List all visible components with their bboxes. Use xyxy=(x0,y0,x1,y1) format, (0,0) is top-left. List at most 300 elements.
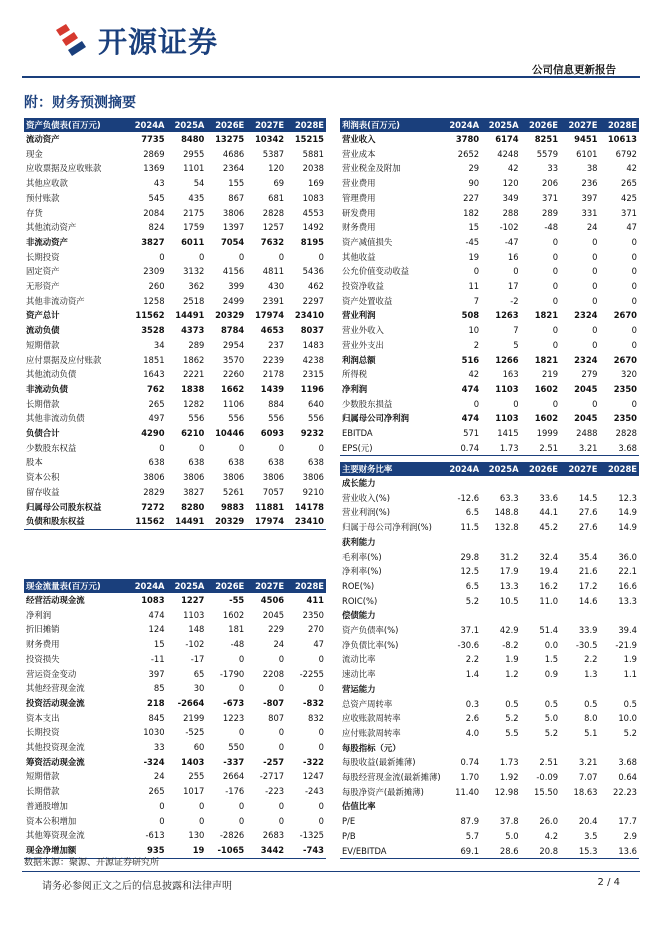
cell-value: 24 xyxy=(273,639,285,650)
cell-value xyxy=(481,535,520,550)
cell-value: 7.07 xyxy=(578,772,598,783)
row-label: 流动负债 xyxy=(26,325,60,336)
cell-value: 935 xyxy=(127,843,167,858)
cell-value: 14.5 xyxy=(578,492,598,503)
column-header: 2028E xyxy=(286,579,326,593)
cell-value: 0 xyxy=(592,266,598,277)
table-row xyxy=(340,799,639,814)
cell-value: 0 xyxy=(592,339,598,350)
cell-value: 331 xyxy=(581,207,598,218)
row-label: 所得税 xyxy=(342,369,368,380)
table-row xyxy=(340,711,639,726)
column-header: 2024A xyxy=(442,462,481,476)
cell-value: -243 xyxy=(304,786,324,797)
cell-value: 124 xyxy=(148,624,165,635)
cell-value: 2664 xyxy=(222,771,245,782)
cell-value: 2199 xyxy=(183,712,205,723)
row-label: 长期借款 xyxy=(26,398,60,409)
cell-value: 23410 xyxy=(294,310,324,321)
cell-value: 0 xyxy=(592,251,598,262)
logo-mark-icon xyxy=(52,20,92,60)
cell-value: 1602 xyxy=(222,609,245,620)
table-row xyxy=(340,491,639,506)
cell-value: 1397 xyxy=(222,222,245,233)
cell-value: 9451 xyxy=(574,134,598,144)
table-row xyxy=(24,755,326,770)
row-label: 其他流动资产 xyxy=(26,222,77,233)
cell-value: 2178 xyxy=(262,369,285,380)
cell-value: 430 xyxy=(268,281,285,292)
cell-value: 2045 xyxy=(574,383,598,394)
cell-value: 638 xyxy=(308,457,324,468)
cell-value: 0 xyxy=(592,398,598,409)
column-header: 2024A xyxy=(442,118,481,132)
row-label: EPS(元) xyxy=(340,441,442,456)
cell-value: -48 xyxy=(230,639,245,650)
cell-value: 3806 xyxy=(222,472,245,483)
cell-value: 288 xyxy=(502,207,519,218)
cell-value: -0.09 xyxy=(536,772,559,783)
table-row xyxy=(340,308,639,323)
row-label: 少数股东损益 xyxy=(342,398,393,409)
cell-value: 22.23 xyxy=(613,786,637,797)
cell-value: -30.5 xyxy=(575,639,598,650)
cell-value xyxy=(560,799,599,814)
cell-value: 1196 xyxy=(300,383,324,394)
cell-value: 0.3 xyxy=(465,698,480,709)
table-row xyxy=(340,441,639,456)
row-label: 投资净收益 xyxy=(342,281,384,292)
cell-value: 42 xyxy=(507,163,519,174)
cell-value xyxy=(442,682,481,697)
cell-value: 1602 xyxy=(534,413,559,424)
cell-value: 20329 xyxy=(215,310,245,321)
cell-value: 0 xyxy=(159,800,165,811)
row-label: 普通股增加 xyxy=(26,800,68,811)
cell-value: 1282 xyxy=(183,398,205,409)
cell-value: 2670 xyxy=(613,310,637,321)
cell-value: 1266 xyxy=(495,354,519,365)
cell-value: -807 xyxy=(263,697,285,708)
row-label: 营业外收入 xyxy=(342,325,384,336)
cell-value: 1258 xyxy=(143,295,165,306)
row-label: 每股净资产(最新摊薄) xyxy=(342,786,424,797)
cell-value: 1643 xyxy=(143,369,165,380)
cell-value xyxy=(560,682,599,697)
cell-value: 14491 xyxy=(175,310,205,321)
cell-value: 2488 xyxy=(576,428,598,439)
cell-value: 21.6 xyxy=(578,566,598,577)
row-label: 筹资活动现金流 xyxy=(26,756,85,767)
cell-value: 3806 xyxy=(143,472,165,483)
cell-value xyxy=(560,535,599,550)
cell-value: 17974 xyxy=(246,514,286,529)
cell-value: 169 xyxy=(308,178,324,189)
row-label: 短期借款 xyxy=(26,771,60,782)
table-row xyxy=(340,844,639,859)
row-label: 折旧摊销 xyxy=(26,624,60,635)
cell-value: -47 xyxy=(504,236,519,247)
cell-value: 3.68 xyxy=(599,441,639,456)
table-row xyxy=(340,829,639,844)
table-header-row xyxy=(340,462,639,476)
cell-value: -257 xyxy=(263,756,285,767)
cell-value: 2239 xyxy=(262,354,285,365)
cell-value: 0 xyxy=(552,281,559,292)
table-row xyxy=(340,250,639,265)
cell-value: 236 xyxy=(581,178,598,189)
row-label: 其他经营现金流 xyxy=(26,683,85,694)
cell-value: 1223 xyxy=(222,712,245,723)
cell-value: 5.2 xyxy=(623,727,637,738)
column-header: 2028E xyxy=(599,462,639,476)
cell-value: 1103 xyxy=(495,383,519,394)
cell-value: 638 xyxy=(228,457,245,468)
table-row xyxy=(340,608,639,623)
row-label: 净利润 xyxy=(26,609,52,620)
table-row xyxy=(24,147,326,162)
cell-value: 7 xyxy=(473,295,480,306)
cell-value: 1.4 xyxy=(465,669,480,680)
cell-value: 43 xyxy=(153,178,165,189)
row-label: 其他投资现金流 xyxy=(26,742,85,753)
column-header: 2028E xyxy=(286,118,326,132)
row-label: 现金净增加额 xyxy=(24,843,127,858)
cell-value: 3.5 xyxy=(584,830,598,841)
cell-value: 681 xyxy=(268,192,285,203)
cell-value: 5.1 xyxy=(584,727,598,738)
cell-value: 2.2 xyxy=(584,654,598,665)
cell-value xyxy=(521,476,560,491)
cell-value: 5436 xyxy=(302,266,324,277)
cell-value: 0.0 xyxy=(544,639,559,650)
cell-value: 0 xyxy=(318,683,324,694)
cell-value: 0 xyxy=(592,295,598,306)
row-label: 营业费用 xyxy=(342,178,376,189)
cell-value: 0 xyxy=(238,815,245,826)
cell-value: 27.6 xyxy=(578,507,598,518)
cell-value: 12.3 xyxy=(618,492,637,503)
cell-value: 6101 xyxy=(576,148,598,159)
cell-value: 0 xyxy=(278,815,285,826)
cell-value: 0 xyxy=(592,281,598,292)
cell-value: 0 xyxy=(278,727,285,738)
cell-value: 6.5 xyxy=(465,580,480,591)
cell-value: 638 xyxy=(268,457,285,468)
table-row xyxy=(24,132,326,147)
cell-value: 4238 xyxy=(302,354,324,365)
table-row xyxy=(24,191,326,206)
cell-value: 1862 xyxy=(183,354,205,365)
cell-value: 30 xyxy=(193,683,205,694)
cell-value: 0 xyxy=(278,800,285,811)
cell-value: 26.0 xyxy=(539,816,559,827)
cell-value: 1369 xyxy=(143,163,165,174)
column-header: 2026E xyxy=(521,462,560,476)
row-label: 净利率(%) xyxy=(342,566,382,577)
table-row xyxy=(24,711,326,726)
cell-value xyxy=(599,741,639,756)
table-row xyxy=(340,594,639,609)
cell-value: 42 xyxy=(468,369,480,380)
column-header: 2025A xyxy=(481,118,520,132)
cell-value: 69 xyxy=(273,178,285,189)
cell-value: 349 xyxy=(502,192,519,203)
cell-value: -525 xyxy=(185,727,205,738)
row-label: 经营活动现金流 xyxy=(26,595,85,605)
cell-value: 15.3 xyxy=(560,844,599,859)
cell-value: 4.0 xyxy=(465,727,480,738)
cell-value: 44.1 xyxy=(539,507,559,518)
table-row xyxy=(24,637,326,652)
cell-value: 1083 xyxy=(302,192,324,203)
cell-value xyxy=(599,535,639,550)
cell-value: 163 xyxy=(502,369,519,380)
cell-value: 5.0 xyxy=(544,713,559,724)
row-label: ROE(%) xyxy=(342,580,375,591)
cell-value xyxy=(599,608,639,623)
row-label: 研发费用 xyxy=(342,207,376,218)
table-row xyxy=(340,726,639,741)
table-row xyxy=(24,485,326,500)
cell-value: 8480 xyxy=(181,134,205,144)
cell-value: 2315 xyxy=(302,369,324,380)
table-row xyxy=(24,161,326,176)
cell-value: 1263 xyxy=(495,310,519,321)
row-label: 长期借款 xyxy=(26,786,60,797)
cell-value: 1.73 xyxy=(499,757,519,768)
table-row xyxy=(340,397,639,412)
row-label: 负债和股东权益 xyxy=(24,514,127,529)
cell-value xyxy=(442,799,481,814)
row-label: 营业收入(%) xyxy=(342,492,390,503)
cell-value xyxy=(560,476,599,491)
table-row xyxy=(24,622,326,637)
cell-value: 11.5 xyxy=(460,522,480,533)
cell-value: 0.74 xyxy=(460,757,480,768)
cell-value: 4811 xyxy=(262,266,285,277)
table-row xyxy=(340,476,639,491)
table-row xyxy=(24,784,326,799)
cell-value: 12.98 xyxy=(494,786,519,797)
row-label: 每股指标（元） xyxy=(342,742,401,753)
table-row xyxy=(24,652,326,667)
cell-value: 4506 xyxy=(260,595,285,605)
cell-value: 0.5 xyxy=(623,698,637,709)
cell-value: 3.68 xyxy=(618,757,637,768)
cell-value: 2391 xyxy=(262,295,285,306)
row-label: 毛利率(%) xyxy=(342,551,382,562)
row-label: 偿债能力 xyxy=(342,610,376,621)
cell-value: 2652 xyxy=(457,148,480,159)
table-row xyxy=(24,294,326,309)
cell-value: 474 xyxy=(461,413,480,424)
disclaimer: 请务必参阅正文之后的信息披露和法律声明 xyxy=(42,881,232,892)
cell-value: -102 xyxy=(185,639,205,650)
cell-value xyxy=(481,682,520,697)
cell-value: 255 xyxy=(188,771,205,782)
cell-value: 6210 xyxy=(181,428,205,439)
cell-value: -102 xyxy=(499,222,519,233)
row-label: 净负债比率(%) xyxy=(342,639,399,650)
cell-value: 474 xyxy=(461,383,480,394)
cell-value: 474 xyxy=(148,609,165,620)
table-row xyxy=(340,264,639,279)
cell-value: 31.2 xyxy=(499,551,519,562)
cell-value: 265 xyxy=(148,786,165,797)
cell-value: 10342 xyxy=(254,134,285,144)
row-label: 归属母公司净利润 xyxy=(342,413,409,424)
cell-value: 5.2 xyxy=(465,595,480,606)
table-row xyxy=(340,176,639,191)
cell-value: 219 xyxy=(542,369,559,380)
table-row xyxy=(24,411,326,426)
cell-value: 2 xyxy=(473,339,480,350)
cell-value: 0 xyxy=(199,815,205,826)
cell-value: 37.8 xyxy=(499,816,519,827)
cell-value: 0 xyxy=(552,398,559,409)
cell-value: 545 xyxy=(148,192,165,203)
cell-value: 33.9 xyxy=(578,625,598,636)
table-row xyxy=(24,308,326,323)
cell-value: 4290 xyxy=(141,428,165,439)
table-row xyxy=(340,638,639,653)
row-label: 财务费用 xyxy=(26,639,60,650)
cell-value: 5.2 xyxy=(544,727,559,738)
row-label: 现金 xyxy=(26,148,43,159)
table-row xyxy=(24,220,326,235)
row-label: 营运能力 xyxy=(342,683,376,694)
cell-value xyxy=(442,535,481,550)
cell-value: -2826 xyxy=(219,830,245,841)
column-header: 2025A xyxy=(167,579,207,593)
cell-value: 3570 xyxy=(222,354,245,365)
row-label: 资产总计 xyxy=(26,310,60,321)
cell-value: 5.2 xyxy=(505,713,519,724)
cell-value: 0 xyxy=(278,683,285,694)
cell-value: 362 xyxy=(188,281,205,292)
cell-value: 51.4 xyxy=(539,625,559,636)
cell-value: 218 xyxy=(147,697,165,708)
cell-value: 2.6 xyxy=(465,713,480,724)
cell-value: 0 xyxy=(513,398,519,409)
cell-value: 0.5 xyxy=(505,698,519,709)
cell-value xyxy=(599,799,639,814)
cell-value: 4373 xyxy=(181,325,205,336)
cell-value: 0 xyxy=(592,236,598,247)
cell-value: 11.0 xyxy=(539,595,559,606)
cell-value: 0 xyxy=(159,251,165,262)
cell-value: 845 xyxy=(148,712,165,723)
cell-value: 1.73 xyxy=(481,441,520,456)
cell-value: 14178 xyxy=(294,501,324,512)
table-row xyxy=(340,206,639,221)
cell-value: 1838 xyxy=(181,383,205,394)
cell-value: 39.4 xyxy=(618,625,637,636)
cell-value: 0 xyxy=(631,281,637,292)
cell-value: 8784 xyxy=(220,325,245,336)
cell-value: 20.4 xyxy=(578,816,598,827)
table-row xyxy=(340,564,639,579)
table-row xyxy=(24,799,326,814)
cell-value: 0.5 xyxy=(584,698,598,709)
cell-value: -2 xyxy=(510,295,519,306)
cell-value: -2664 xyxy=(177,697,205,708)
table-row xyxy=(24,264,326,279)
column-header: 2027E xyxy=(560,462,599,476)
cell-value: 13.3 xyxy=(618,595,637,606)
cell-value: 130 xyxy=(188,830,205,841)
cell-value xyxy=(599,682,639,697)
cell-value: 60 xyxy=(193,742,205,753)
cell-value: 497 xyxy=(148,413,165,424)
row-label: 短期借款 xyxy=(26,339,60,350)
cell-value: 1101 xyxy=(183,163,205,174)
cell-value: 5579 xyxy=(536,148,559,159)
cell-value: 2350 xyxy=(613,383,637,394)
row-label: 留存收益 xyxy=(26,486,60,497)
row-label: 归属于母公司净利润(%) xyxy=(342,522,432,533)
row-label: 资本公积 xyxy=(26,472,60,483)
cell-value: 0 xyxy=(473,398,480,409)
column-header: 2025A xyxy=(481,462,520,476)
cell-value: 1662 xyxy=(220,383,245,394)
cell-value: 2208 xyxy=(262,668,285,679)
cell-value: 0 xyxy=(552,339,559,350)
row-label: 其他筹资现金流 xyxy=(26,830,85,841)
cell-value: 6.5 xyxy=(465,507,480,518)
cell-value: 0 xyxy=(278,742,285,753)
cell-value: 8280 xyxy=(181,501,205,512)
cell-value: 47 xyxy=(626,222,637,233)
cell-value: 3806 xyxy=(183,472,205,483)
cell-value: 16.6 xyxy=(618,580,637,591)
row-label: 管理费用 xyxy=(342,192,376,203)
cell-value: 1257 xyxy=(262,222,285,233)
cell-value: 8251 xyxy=(534,134,559,144)
cell-value: 20329 xyxy=(206,514,246,529)
cell-value: 1017 xyxy=(183,786,205,797)
cell-value: 2350 xyxy=(302,609,324,620)
cell-value: 181 xyxy=(228,624,245,635)
cell-value: 132.8 xyxy=(494,522,519,533)
footer-divider xyxy=(22,871,640,872)
table-row xyxy=(340,682,639,697)
cell-value: 227 xyxy=(463,192,480,203)
row-label: 应收票据及应收账款 xyxy=(26,163,102,174)
cell-value: 2.51 xyxy=(539,757,559,768)
cell-value: 832 xyxy=(308,712,324,723)
row-label: 营业成本 xyxy=(342,148,376,159)
row-label: EBITDA xyxy=(342,428,373,439)
cell-value: 3.21 xyxy=(578,757,598,768)
table-row xyxy=(24,500,326,515)
table-header-row xyxy=(340,118,639,132)
cell-value: 3806 xyxy=(222,207,245,218)
cell-value: 14.9 xyxy=(618,507,637,518)
cell-value: -45 xyxy=(465,236,480,247)
column-header: 2028E xyxy=(599,118,639,132)
data-source-note: 数据来源：聚源、开源证券研究所 xyxy=(24,858,160,868)
table-row xyxy=(24,608,326,623)
cell-value: 397 xyxy=(581,192,598,203)
cell-value: 2297 xyxy=(302,295,324,306)
table-row xyxy=(340,667,639,682)
cell-value: 206 xyxy=(542,178,559,189)
table-row xyxy=(340,411,639,426)
cell-value: 10 xyxy=(468,325,480,336)
row-label: 总资产周转率 xyxy=(342,698,393,709)
